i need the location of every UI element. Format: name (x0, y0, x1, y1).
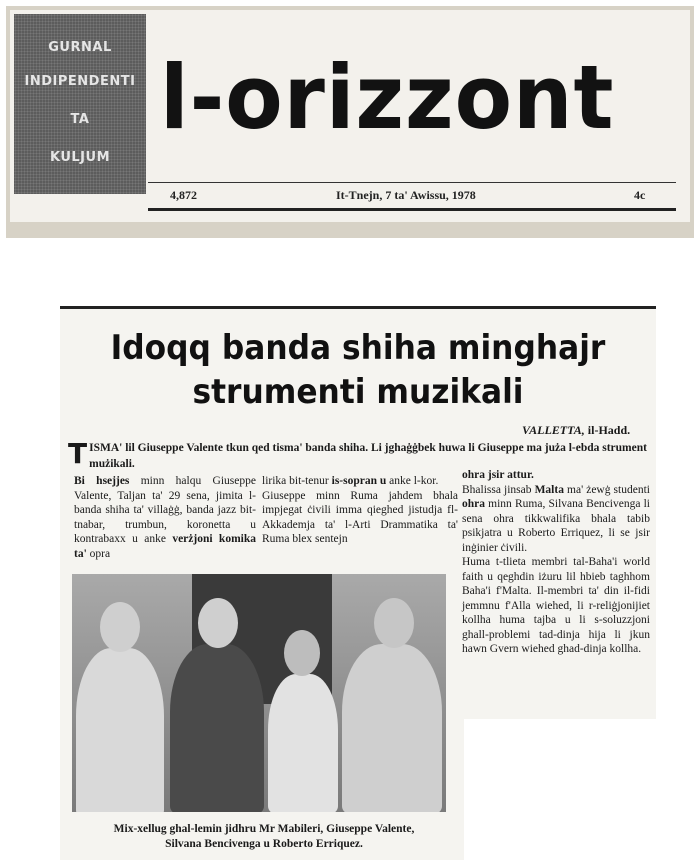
issue-date: It-Tnejn, 7 ta' Awissu, 1978 (336, 188, 476, 202)
masthead-rule-thin (148, 182, 676, 183)
col3-para2: Huma t-tlieta membri tal-Baha'i world faith u qeghdin iżuru lil hbieb taghhom Baha'i f'Malta. Il-membri ta' din il-fidi jemmnu f'Alla wiehed, li r-reliġjonijiet kollha huma tajba u li s-soluzzjoni ghall-problemi tad-dinja hija li jkun hawn Gvern wiehed ghad-dinja kollha. (462, 556, 650, 655)
dateline (522, 423, 630, 438)
caption-line-2: Silvana Bencivenga u Roberto Erriquez. (165, 838, 363, 850)
tagline-line-1: GURNAL (48, 40, 112, 55)
drop-cap: T (68, 437, 88, 470)
col3-bold-ohra: ohra (462, 498, 485, 510)
issue-price: 4c (634, 188, 646, 202)
person-3-head (284, 630, 320, 676)
person-1-figure (76, 648, 164, 812)
col3-para1-b: ma' żewġ studenti (563, 483, 650, 496)
dateline-place: VALLETTA, (522, 423, 585, 437)
newspaper-title: l-orizzont (160, 46, 615, 149)
column-2 (262, 474, 458, 547)
person-2-head (198, 598, 238, 648)
column-1 (74, 474, 256, 561)
dateline-day: il-Hadd. (584, 423, 631, 437)
col1-text: minn halqu Giuseppe Valente, Taljan ta' 29 sena, jimita l-banda shiha ta' villaġġ, banda jazz bit-tnabar, trumbun, koronetta u kontrabaxx u anke (74, 475, 256, 545)
tagline-line-4: KULJUM (49, 150, 110, 165)
person-1-head (100, 602, 140, 652)
person-2-figure (170, 644, 264, 812)
col1-bold-end: verżjoni komika ta' (74, 533, 256, 560)
col3-para1-c: minn Ruma, Silvana Bencivenga li sena ohra tikkwalifika bhala tabib psikjatra u Roberto Erriquez, li se jsir inġinier ċivili. (462, 498, 650, 554)
tagline-line-2: INDIPENDENTI (24, 74, 136, 89)
col2-text-3: Giuseppe minn Ruma jahdem bhala impjegat ċivili imma qieghed jistudja fl-Akkademja ta' l-Arti Drammatika ta' Ruma blex sentejn (262, 489, 458, 545)
article-headline (84, 326, 632, 414)
person-4-figure (342, 644, 442, 812)
col1-text-end: opra (86, 547, 111, 560)
tagline-line-3: TA (70, 112, 90, 127)
person-4-head (374, 598, 414, 648)
photo-caption (66, 822, 462, 852)
masthead-tagline-box (14, 14, 146, 194)
col2-text-1: lirika bit-tenur (262, 475, 332, 487)
issue-number: 4,872 (170, 188, 197, 202)
headline-line-2: strumenti muzikali (192, 372, 524, 412)
col3-bold-top: ohra jsir attur. (462, 469, 534, 481)
column-3 (462, 468, 650, 657)
headline-line-1: Idoqq banda shiha minghajr (110, 328, 606, 368)
person-3-figure (268, 674, 338, 812)
group-photo (72, 574, 446, 812)
col2-bold-1: is-sopran u (331, 475, 387, 487)
caption-line-1: Mix-xellug ghal-lemin jidhru Mr Mabileri, Giuseppe Valente, (113, 823, 415, 835)
col1-bold-start: Bi hsejjes (74, 475, 130, 487)
lead-text: ISMA' lil Giuseppe Valente tkun qed tisma' banda shiha. Li jghaġġbek huwa li Giuseppe ma juża l-ebda strument mużikali. (89, 442, 647, 470)
masthead-rule-thick (148, 208, 676, 211)
col3-bold-malta: Malta (534, 483, 564, 496)
col2-text-2: anke l-kor. (386, 475, 439, 487)
col3-para1-a: Bhalissa jinsab (462, 483, 535, 496)
masthead-clipping (6, 6, 694, 238)
